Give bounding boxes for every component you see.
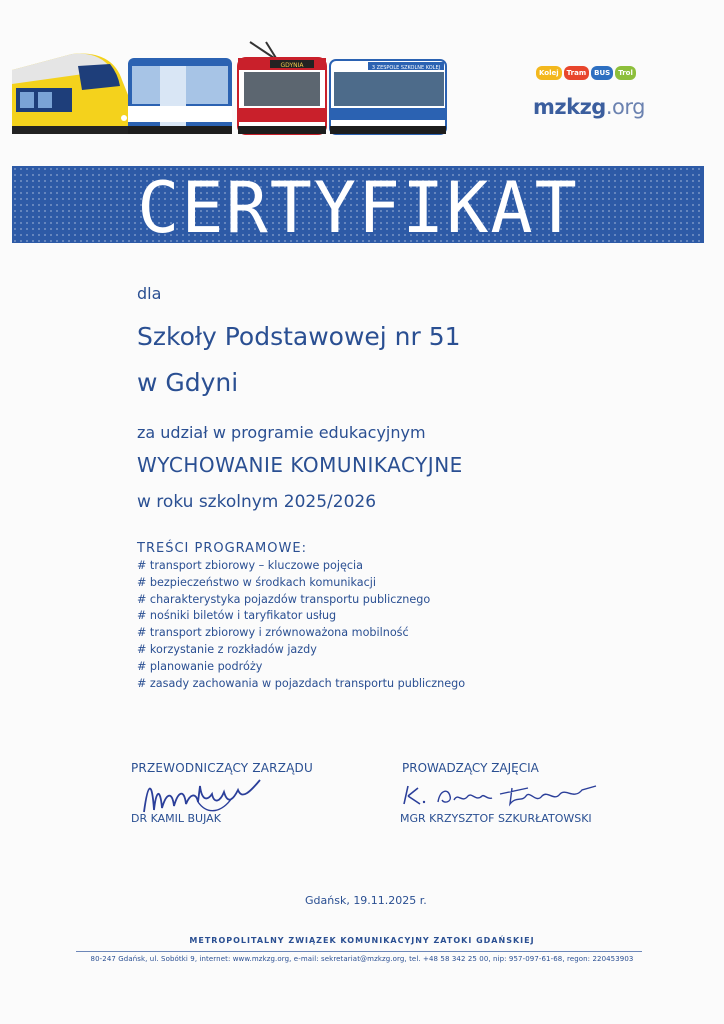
- list-item: # nośniki biletów i taryfikator usług: [137, 609, 337, 623]
- recipient-city: w Gdyni: [137, 368, 239, 397]
- logo-name: mzkzg: [533, 95, 606, 119]
- vehicles-illustration: [12, 40, 452, 140]
- list-item: # korzystanie z rozkładów jazdy: [137, 642, 317, 656]
- banner-title: CERTYFIKAT: [137, 167, 579, 243]
- logo-badge-bus: BUS: [591, 66, 613, 80]
- recipient-prefix: dla: [137, 284, 162, 303]
- logo-badge-tram: Tram: [564, 66, 589, 80]
- tram-image: [238, 42, 326, 134]
- list-item: # planowanie podróży: [137, 659, 263, 673]
- contents-title: TREŚCI PROGRAMOWE:: [137, 541, 307, 556]
- tram-sign-text: GDYNIA: [280, 62, 304, 69]
- footer-divider: [76, 951, 642, 952]
- bus-blue-image: [128, 58, 232, 134]
- participation-text: za udział w programie edukacyjnym: [137, 423, 426, 442]
- list-item: # bezpieczeństwo w środkach komunikacji: [137, 575, 377, 589]
- program-name: WYCHOWANIE KOMUNIKACYJNE: [137, 453, 463, 477]
- list-item: # zasady zachowania w pojazdach transportu publicznego: [137, 676, 466, 690]
- place-date: Gdańsk, 19.11.2025 r.: [305, 894, 427, 907]
- lead-name: MGR KRZYSZTOF SZKURŁATOWSKI: [400, 812, 592, 825]
- organization-logo: [533, 95, 645, 119]
- train-image: [12, 54, 134, 134]
- lead-signature: [398, 778, 603, 814]
- recipient-name: Szkoły Podstawowej nr 51: [137, 322, 461, 351]
- bus-sign-text: 3 ZESPOLE SZKOLNE KOLEJ: [371, 65, 441, 71]
- list-item: # transport zbiorowy i zrównoważona mobilność: [137, 626, 409, 640]
- logo-suffix: .org: [605, 95, 645, 119]
- list-item: # transport zbiorowy – kluczowe pojęcia: [137, 559, 363, 572]
- footer-org-name: METROPOLITALNY ZWIĄZEK KOMUNIKACYJNY ZATOKI GDAŃSKIEJ: [189, 936, 535, 945]
- logo-badge-trol: Trol: [615, 66, 636, 80]
- logo-badge-kolej: Kolej: [536, 66, 562, 80]
- chair-name: DR KAMIL BUJAK: [131, 812, 221, 825]
- certificate-banner: [12, 166, 704, 243]
- chair-title: PRZEWODNICZĄCY ZARZĄDU: [131, 761, 313, 775]
- footer-address: 80-247 Gdańsk, ul. Sobótki 9, internet: www.mzkzg.org, e-mail: sekretariat@mzkzg.org, tel. +48 58 342 25 00, nip: 957-097-61-68, regon: 220453903: [90, 955, 634, 963]
- list-item: # charakterystyka pojazdów transportu publicznego: [137, 592, 431, 606]
- school-year: w roku szkolnym 2025/2026: [137, 492, 377, 512]
- bus-white-image: [330, 60, 446, 134]
- lead-title: PROWADZĄCY ZAJĘCIA: [402, 761, 539, 775]
- logo-badges: [536, 66, 636, 80]
- contents-list: [137, 558, 465, 692]
